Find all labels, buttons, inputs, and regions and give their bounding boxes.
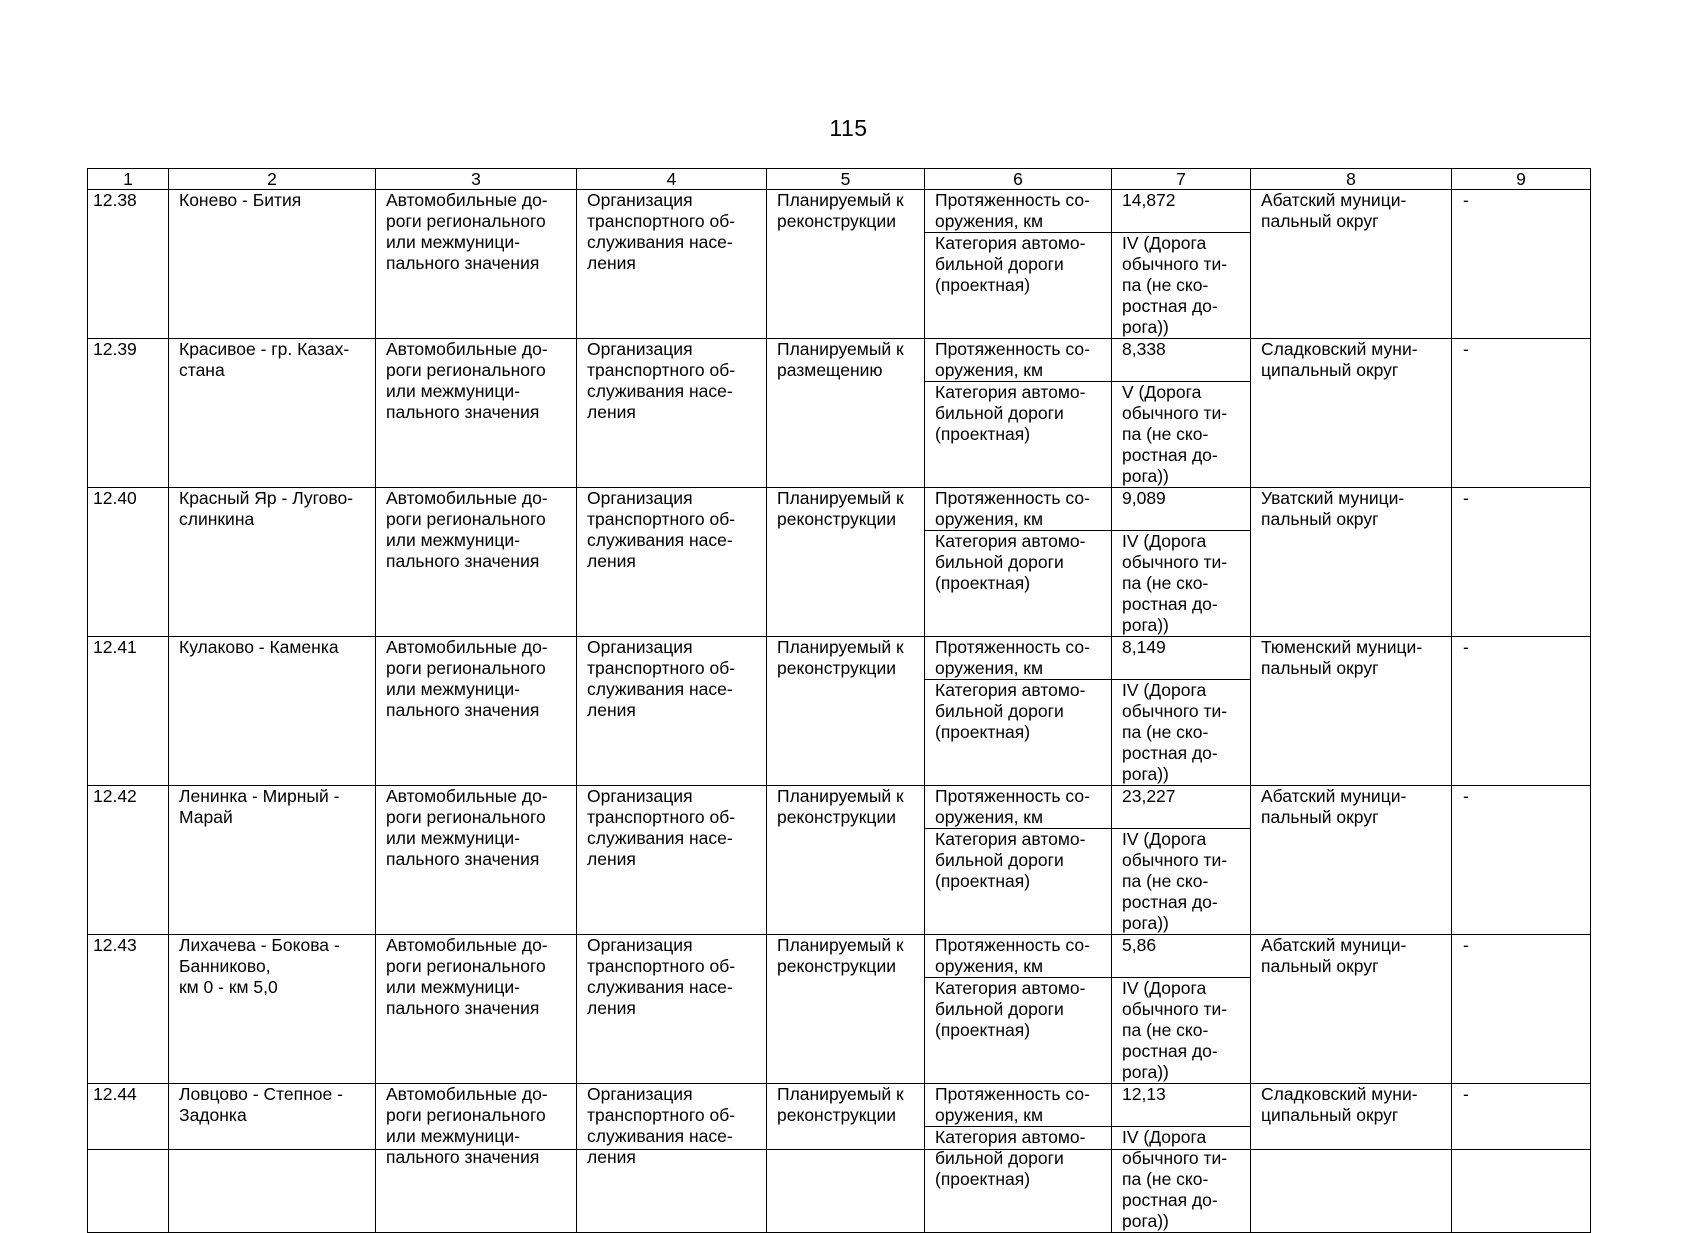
category-value-cell-line: ростная до- bbox=[1122, 1041, 1218, 1061]
purpose-cell-line: ления bbox=[587, 998, 636, 1018]
category-label-cell bbox=[925, 680, 1112, 786]
location-cell-line: Тюменский муници- bbox=[1261, 637, 1423, 657]
table-row bbox=[88, 190, 1591, 233]
length-value-cell-line: 8,338 bbox=[1122, 339, 1166, 359]
road-name-cell-line: Ловцово - Степное - bbox=[179, 1084, 343, 1104]
category-label-cell-line: (проектная) bbox=[935, 722, 1031, 742]
location-cell-line: Абатский муници- bbox=[1261, 935, 1407, 955]
road-type-cell-line: пального значения bbox=[386, 998, 540, 1018]
category-label-cell-line: бильной дороги bbox=[935, 701, 1064, 721]
category-label-cell-line: Категория автомо- bbox=[935, 978, 1086, 998]
purpose-cell-line: транспортного об- bbox=[587, 658, 736, 678]
road-type-cell-line: роги регионального bbox=[386, 509, 546, 529]
category-value-cell-line: па (не ско- bbox=[1122, 871, 1209, 891]
category-value-cell-line: IV (Дорога bbox=[1122, 233, 1207, 253]
length-label-cell bbox=[925, 1084, 1112, 1127]
column-number-header: 1 bbox=[88, 169, 169, 190]
road-name-cell bbox=[169, 935, 376, 1084]
road-name-cell-line: Конево - Бития bbox=[179, 190, 302, 210]
road-type-cell-line: пального значения bbox=[386, 1147, 540, 1167]
category-value-cell-line: обычного ти- bbox=[1122, 999, 1228, 1019]
category-label-cell-line: Категория автомо- bbox=[935, 382, 1086, 402]
location-cell bbox=[1251, 786, 1452, 935]
length-value-cell-line: 9,089 bbox=[1122, 488, 1166, 508]
length-label-cell-line: оружения, км bbox=[935, 658, 1043, 678]
category-value-cell-line: ростная до- bbox=[1122, 743, 1218, 763]
category-label-cell-line: бильной дороги bbox=[935, 403, 1064, 423]
length-value-cell-line: 23,227 bbox=[1122, 786, 1176, 806]
category-value-cell-line: IV (Дорога bbox=[1122, 1127, 1207, 1147]
purpose-cell-line: транспортного об- bbox=[587, 1105, 736, 1125]
status-cell-line: реконструкции bbox=[777, 509, 896, 529]
category-label-cell-line: бильной дороги bbox=[935, 999, 1064, 1019]
purpose-cell-line: Организация bbox=[587, 488, 693, 508]
location-cell-line: Абатский муници- bbox=[1261, 190, 1407, 210]
length-label-cell-line: оружения, км bbox=[935, 509, 1043, 529]
road-type-cell-line: Автомобильные до- bbox=[386, 488, 548, 508]
purpose-cell-line: транспортного об- bbox=[587, 956, 736, 976]
table-row bbox=[88, 786, 1591, 829]
row-number-cell-text: 12.41 bbox=[93, 637, 137, 657]
status-cell bbox=[767, 786, 925, 935]
road-name-cell-line: Банниково, bbox=[179, 956, 271, 976]
category-value-cell-line: ростная до- bbox=[1122, 1190, 1218, 1210]
purpose-cell bbox=[577, 339, 767, 488]
length-label-cell bbox=[925, 190, 1112, 233]
length-label-cell-line: Протяженность со- bbox=[935, 488, 1090, 508]
road-type-cell bbox=[376, 488, 577, 637]
category-label-cell bbox=[925, 829, 1112, 935]
road-name-cell-line: Ленинка - Мирный - bbox=[179, 786, 340, 806]
table-row bbox=[88, 488, 1591, 531]
category-value-cell-line: ростная до- bbox=[1122, 892, 1218, 912]
status-cell bbox=[767, 339, 925, 488]
category-label-cell-line: (проектная) bbox=[935, 275, 1031, 295]
zone-cell bbox=[1452, 1084, 1591, 1233]
status-cell-line: Планируемый к bbox=[777, 935, 904, 955]
location-cell-line: пальный округ bbox=[1261, 211, 1379, 231]
purpose-cell-line: Организация bbox=[587, 1084, 693, 1104]
row-number-cell bbox=[88, 339, 169, 488]
column-number-header: 9 bbox=[1452, 169, 1591, 190]
category-label-cell bbox=[925, 382, 1112, 488]
status-cell-line: реконструкции bbox=[777, 1105, 896, 1125]
category-value-cell-line: IV (Дорога bbox=[1122, 978, 1207, 998]
table-row bbox=[88, 935, 1591, 978]
road-type-cell-line: пального значения bbox=[386, 700, 540, 720]
row-number-cell-text: 12.39 bbox=[93, 339, 137, 359]
road-type-cell-line: роги регионального bbox=[386, 211, 546, 231]
location-cell-line: ципальный округ bbox=[1261, 1105, 1399, 1125]
road-type-cell-line: Автомобильные до- bbox=[386, 190, 548, 210]
location-cell bbox=[1251, 190, 1452, 339]
purpose-cell-line: Организация bbox=[587, 637, 693, 657]
category-label-cell bbox=[925, 1127, 1112, 1233]
category-value-cell-line: обычного ти- bbox=[1122, 701, 1228, 721]
road-type-cell-line: Автомобильные до- bbox=[386, 786, 548, 806]
table-row bbox=[88, 637, 1591, 680]
category-label-cell-line: бильной дороги bbox=[935, 850, 1064, 870]
purpose-cell bbox=[577, 637, 767, 786]
column-number-header: 2 bbox=[169, 169, 376, 190]
road-type-cell-line: роги регионального bbox=[386, 956, 546, 976]
purpose-cell-line: ления bbox=[587, 253, 636, 273]
road-type-cell-line: или межмуници- bbox=[386, 381, 520, 401]
road-type-cell-line: пального значения bbox=[386, 253, 540, 273]
zone-cell-text: - bbox=[1463, 339, 1469, 359]
column-number-header: 3 bbox=[376, 169, 577, 190]
length-value-cell bbox=[1112, 339, 1251, 382]
zone-cell bbox=[1452, 637, 1591, 786]
purpose-cell-line: транспортного об- bbox=[587, 509, 736, 529]
length-label-cell bbox=[925, 488, 1112, 531]
category-label-cell-line: (проектная) bbox=[935, 1020, 1031, 1040]
length-label-cell-line: оружения, км bbox=[935, 211, 1043, 231]
road-type-cell bbox=[376, 935, 577, 1084]
road-name-cell-line: Красный Яр - Лугово- bbox=[179, 488, 354, 508]
road-name-cell-line: слинкина bbox=[179, 509, 255, 529]
purpose-cell bbox=[577, 488, 767, 637]
category-value-cell-line: рога)) bbox=[1122, 615, 1169, 635]
purpose-cell-line: служивания насе- bbox=[587, 1126, 733, 1146]
road-type-cell bbox=[376, 786, 577, 935]
length-value-cell bbox=[1112, 488, 1251, 531]
category-label-cell-line: бильной дороги bbox=[935, 1148, 1064, 1168]
row-number-cell bbox=[88, 190, 169, 339]
road-type-cell-line: или межмуници- bbox=[386, 1126, 520, 1146]
zone-cell-text: - bbox=[1463, 488, 1469, 508]
road-name-cell-line: Лихачева - Бокова - bbox=[179, 935, 340, 955]
category-label-cell-line: (проектная) bbox=[935, 424, 1031, 444]
length-label-cell-line: Протяженность со- bbox=[935, 339, 1090, 359]
category-label-cell-line: (проектная) bbox=[935, 871, 1031, 891]
category-value-cell-line: рога)) bbox=[1122, 466, 1169, 486]
category-value-cell-line: обычного ти- bbox=[1122, 1148, 1228, 1168]
status-cell bbox=[767, 190, 925, 339]
column-number-header: 6 bbox=[925, 169, 1112, 190]
row-number-cell-text: 12.40 bbox=[93, 488, 137, 508]
row-number-cell bbox=[88, 786, 169, 935]
road-type-cell bbox=[376, 637, 577, 786]
column-number-header: 4 bbox=[577, 169, 767, 190]
category-label-cell-line: Категория автомо- bbox=[935, 531, 1086, 551]
road-type-cell-line: роги регионального bbox=[386, 807, 546, 827]
column-number-header: 7 bbox=[1112, 169, 1251, 190]
road-type-cell-line: роги регионального bbox=[386, 1105, 546, 1125]
row-number-cell-text: 12.42 bbox=[93, 786, 137, 806]
category-value-cell-line: рога)) bbox=[1122, 1211, 1169, 1231]
table-row bbox=[88, 1084, 1591, 1127]
status-cell-line: реконструкции bbox=[777, 956, 896, 976]
location-cell-line: пальный округ bbox=[1261, 956, 1379, 976]
category-value-cell-line: па (не ско- bbox=[1122, 275, 1209, 295]
zone-cell-text: - bbox=[1463, 935, 1469, 955]
length-label-cell bbox=[925, 339, 1112, 382]
row-number-cell bbox=[88, 488, 169, 637]
row-number-cell bbox=[88, 935, 169, 1084]
status-cell-line: реконструкции bbox=[777, 211, 896, 231]
road-type-cell-line: роги регионального bbox=[386, 658, 546, 678]
road-type-cell-line: Автомобильные до- bbox=[386, 339, 548, 359]
category-label-cell-line: (проектная) bbox=[935, 1169, 1031, 1189]
road-name-cell bbox=[169, 339, 376, 488]
zone-cell bbox=[1452, 786, 1591, 935]
road-name-cell-line: Красивое - гр. Казах- bbox=[179, 339, 350, 359]
length-value-cell-line: 8,149 bbox=[1122, 637, 1166, 657]
location-cell bbox=[1251, 637, 1452, 786]
category-value-cell bbox=[1112, 1127, 1251, 1233]
zone-cell bbox=[1452, 488, 1591, 637]
road-type-cell-line: Автомобильные до- bbox=[386, 1084, 548, 1104]
category-value-cell-line: ростная до- bbox=[1122, 445, 1218, 465]
purpose-cell-line: транспортного об- bbox=[587, 360, 736, 380]
location-cell-line: Сладковский муни- bbox=[1261, 1084, 1418, 1104]
category-value-cell-line: рога)) bbox=[1122, 317, 1169, 337]
row-number-cell-text: 12.44 bbox=[93, 1084, 137, 1104]
status-cell-line: Планируемый к bbox=[777, 786, 904, 806]
length-label-cell-line: Протяженность со- bbox=[935, 1084, 1090, 1104]
road-name-cell bbox=[169, 637, 376, 786]
purpose-cell-line: Организация bbox=[587, 190, 693, 210]
length-label-cell bbox=[925, 786, 1112, 829]
road-type-cell-line: пального значения bbox=[386, 551, 540, 571]
zone-cell-text: - bbox=[1463, 637, 1469, 657]
table-container bbox=[87, 168, 1590, 1231]
category-label-cell-line: бильной дороги bbox=[935, 552, 1064, 572]
location-cell bbox=[1251, 1084, 1452, 1233]
row-number-cell-text: 12.43 bbox=[93, 935, 137, 955]
road-name-cell bbox=[169, 488, 376, 637]
category-label-cell bbox=[925, 233, 1112, 339]
road-type-cell-line: или межмуници- bbox=[386, 679, 520, 699]
road-type-cell-line: роги регионального bbox=[386, 360, 546, 380]
category-value-cell bbox=[1112, 531, 1251, 637]
purpose-cell-line: Организация bbox=[587, 339, 693, 359]
category-value-cell-line: па (не ско- bbox=[1122, 1020, 1209, 1040]
road-type-cell-line: пального значения bbox=[386, 849, 540, 869]
road-objects-table bbox=[87, 168, 1591, 1233]
purpose-cell bbox=[577, 1084, 767, 1233]
road-name-cell-line: Кулаково - Каменка bbox=[179, 637, 339, 657]
location-cell-line: Сладковский муни- bbox=[1261, 339, 1418, 359]
category-value-cell-line: па (не ско- bbox=[1122, 424, 1209, 444]
location-cell-line: Абатский муници- bbox=[1261, 786, 1407, 806]
location-cell bbox=[1251, 339, 1452, 488]
length-value-cell-line: 12,13 bbox=[1122, 1084, 1166, 1104]
purpose-cell-line: служивания насе- bbox=[587, 530, 733, 550]
purpose-cell-line: транспортного об- bbox=[587, 211, 736, 231]
category-value-cell-line: рога)) bbox=[1122, 1062, 1169, 1082]
purpose-cell bbox=[577, 935, 767, 1084]
zone-cell bbox=[1452, 190, 1591, 339]
status-cell-line: размещению bbox=[777, 360, 883, 380]
road-type-cell-line: или межмуници- bbox=[386, 232, 520, 252]
length-value-cell bbox=[1112, 1084, 1251, 1127]
column-number-row bbox=[88, 169, 1591, 190]
purpose-cell-line: ления bbox=[587, 551, 636, 571]
category-value-cell-line: V (Дорога bbox=[1122, 382, 1202, 402]
category-value-cell-line: обычного ти- bbox=[1122, 403, 1228, 423]
location-cell-line: Уватский муници- bbox=[1261, 488, 1405, 508]
purpose-cell-line: Организация bbox=[587, 935, 693, 955]
road-name-cell bbox=[169, 190, 376, 339]
category-value-cell bbox=[1112, 382, 1251, 488]
zone-cell bbox=[1452, 339, 1591, 488]
road-type-cell-line: Автомобильные до- bbox=[386, 935, 548, 955]
road-type-cell-line: или межмуници- bbox=[386, 828, 520, 848]
location-cell-line: пальный округ bbox=[1261, 509, 1379, 529]
length-label-cell-line: оружения, км bbox=[935, 956, 1043, 976]
column-number-header: 5 bbox=[767, 169, 925, 190]
road-name-cell-line: Марай bbox=[179, 807, 233, 827]
category-value-cell bbox=[1112, 829, 1251, 935]
category-value-cell-line: IV (Дорога bbox=[1122, 531, 1207, 551]
location-cell bbox=[1251, 488, 1452, 637]
status-cell bbox=[767, 1084, 925, 1233]
category-value-cell-line: па (не ско- bbox=[1122, 1169, 1209, 1189]
category-value-cell bbox=[1112, 233, 1251, 339]
road-name-cell bbox=[169, 786, 376, 935]
zone-cell bbox=[1452, 935, 1591, 1084]
purpose-cell-line: служивания насе- bbox=[587, 232, 733, 252]
category-label-cell-line: Категория автомо- bbox=[935, 680, 1086, 700]
status-cell bbox=[767, 488, 925, 637]
column-number-header: 8 bbox=[1251, 169, 1452, 190]
road-name-cell-line: км 0 - км 5,0 bbox=[179, 977, 278, 997]
purpose-cell-line: служивания насе- bbox=[587, 828, 733, 848]
length-value-cell-line: 5,86 bbox=[1122, 935, 1157, 955]
status-cell-line: Планируемый к bbox=[777, 637, 904, 657]
length-label-cell-line: оружения, км bbox=[935, 807, 1043, 827]
category-label-cell-line: Категория автомо- bbox=[935, 829, 1086, 849]
purpose-cell-line: ления bbox=[587, 700, 636, 720]
length-label-cell-line: Протяженность со- bbox=[935, 637, 1090, 657]
length-label-cell-line: Протяженность со- bbox=[935, 786, 1090, 806]
road-type-cell-line: Автомобильные до- bbox=[386, 637, 548, 657]
category-label-cell-line: Категория автомо- bbox=[935, 233, 1086, 253]
length-label-cell bbox=[925, 637, 1112, 680]
location-cell-line: пальный округ bbox=[1261, 658, 1379, 678]
status-cell-line: реконструкции bbox=[777, 807, 896, 827]
category-label-cell-line: бильной дороги bbox=[935, 254, 1064, 274]
purpose-cell-line: Организация bbox=[587, 786, 693, 806]
status-cell-line: Планируемый к bbox=[777, 339, 904, 359]
location-cell bbox=[1251, 935, 1452, 1084]
road-type-cell-line: или межмуници- bbox=[386, 977, 520, 997]
status-cell-line: реконструкции bbox=[777, 658, 896, 678]
category-label-cell-line: Категория автомо- bbox=[935, 1127, 1086, 1147]
road-type-cell bbox=[376, 190, 577, 339]
category-value-cell-line: па (не ско- bbox=[1122, 573, 1209, 593]
category-value-cell-line: ростная до- bbox=[1122, 594, 1218, 614]
purpose-cell-line: ления bbox=[587, 402, 636, 422]
length-label-cell bbox=[925, 935, 1112, 978]
status-cell bbox=[767, 935, 925, 1084]
category-value-cell-line: ростная до- bbox=[1122, 296, 1218, 316]
purpose-cell bbox=[577, 190, 767, 339]
category-value-cell-line: обычного ти- bbox=[1122, 850, 1228, 870]
category-value-cell-line: IV (Дорога bbox=[1122, 829, 1207, 849]
table-body bbox=[88, 169, 1591, 1233]
category-value-cell-line: рога)) bbox=[1122, 913, 1169, 933]
length-value-cell bbox=[1112, 935, 1251, 978]
length-label-cell-line: Протяженность со- bbox=[935, 190, 1090, 210]
road-name-cell bbox=[169, 1084, 376, 1233]
category-value-cell-line: рога)) bbox=[1122, 764, 1169, 784]
road-type-cell bbox=[376, 1084, 577, 1233]
row-number-cell bbox=[88, 1084, 169, 1233]
purpose-cell-line: ления bbox=[587, 1147, 636, 1167]
length-label-cell-line: оружения, км bbox=[935, 1105, 1043, 1125]
table-row bbox=[88, 339, 1591, 382]
road-type-cell-line: пального значения bbox=[386, 402, 540, 422]
zone-cell-text: - bbox=[1463, 1084, 1469, 1104]
row-number-cell bbox=[88, 637, 169, 786]
length-label-cell-line: Протяженность со- bbox=[935, 935, 1090, 955]
length-value-cell-line: 14,872 bbox=[1122, 190, 1176, 210]
category-value-cell-line: обычного ти- bbox=[1122, 552, 1228, 572]
purpose-cell-line: транспортного об- bbox=[587, 807, 736, 827]
row-number-cell-text: 12.38 bbox=[93, 190, 137, 210]
status-cell bbox=[767, 637, 925, 786]
purpose-cell-line: ления bbox=[587, 849, 636, 869]
purpose-cell-line: служивания насе- bbox=[587, 679, 733, 699]
category-label-cell bbox=[925, 531, 1112, 637]
length-value-cell bbox=[1112, 637, 1251, 680]
page-number: 115 bbox=[829, 115, 868, 141]
purpose-cell-line: служивания насе- bbox=[587, 977, 733, 997]
location-cell-line: пальный округ bbox=[1261, 807, 1379, 827]
road-type-cell-line: или межмуници- bbox=[386, 530, 520, 550]
category-value-cell-line: обычного ти- bbox=[1122, 254, 1228, 274]
category-value-cell-line: па (не ско- bbox=[1122, 722, 1209, 742]
purpose-cell-line: служивания насе- bbox=[587, 381, 733, 401]
category-value-cell bbox=[1112, 978, 1251, 1084]
purpose-cell bbox=[577, 786, 767, 935]
category-value-cell-line: IV (Дорога bbox=[1122, 680, 1207, 700]
length-value-cell bbox=[1112, 786, 1251, 829]
status-cell-line: Планируемый к bbox=[777, 190, 904, 210]
category-value-cell bbox=[1112, 680, 1251, 786]
length-value-cell bbox=[1112, 190, 1251, 233]
road-name-cell-line: стана bbox=[179, 360, 225, 380]
length-label-cell-line: оружения, км bbox=[935, 360, 1043, 380]
status-cell-line: Планируемый к bbox=[777, 1084, 904, 1104]
status-cell-line: Планируемый к bbox=[777, 488, 904, 508]
road-type-cell bbox=[376, 339, 577, 488]
zone-cell-text: - bbox=[1463, 190, 1469, 210]
category-label-cell bbox=[925, 978, 1112, 1084]
category-label-cell-line: (проектная) bbox=[935, 573, 1031, 593]
zone-cell-text: - bbox=[1463, 786, 1469, 806]
location-cell-line: ципальный округ bbox=[1261, 360, 1399, 380]
road-name-cell-line: Задонка bbox=[179, 1105, 247, 1125]
